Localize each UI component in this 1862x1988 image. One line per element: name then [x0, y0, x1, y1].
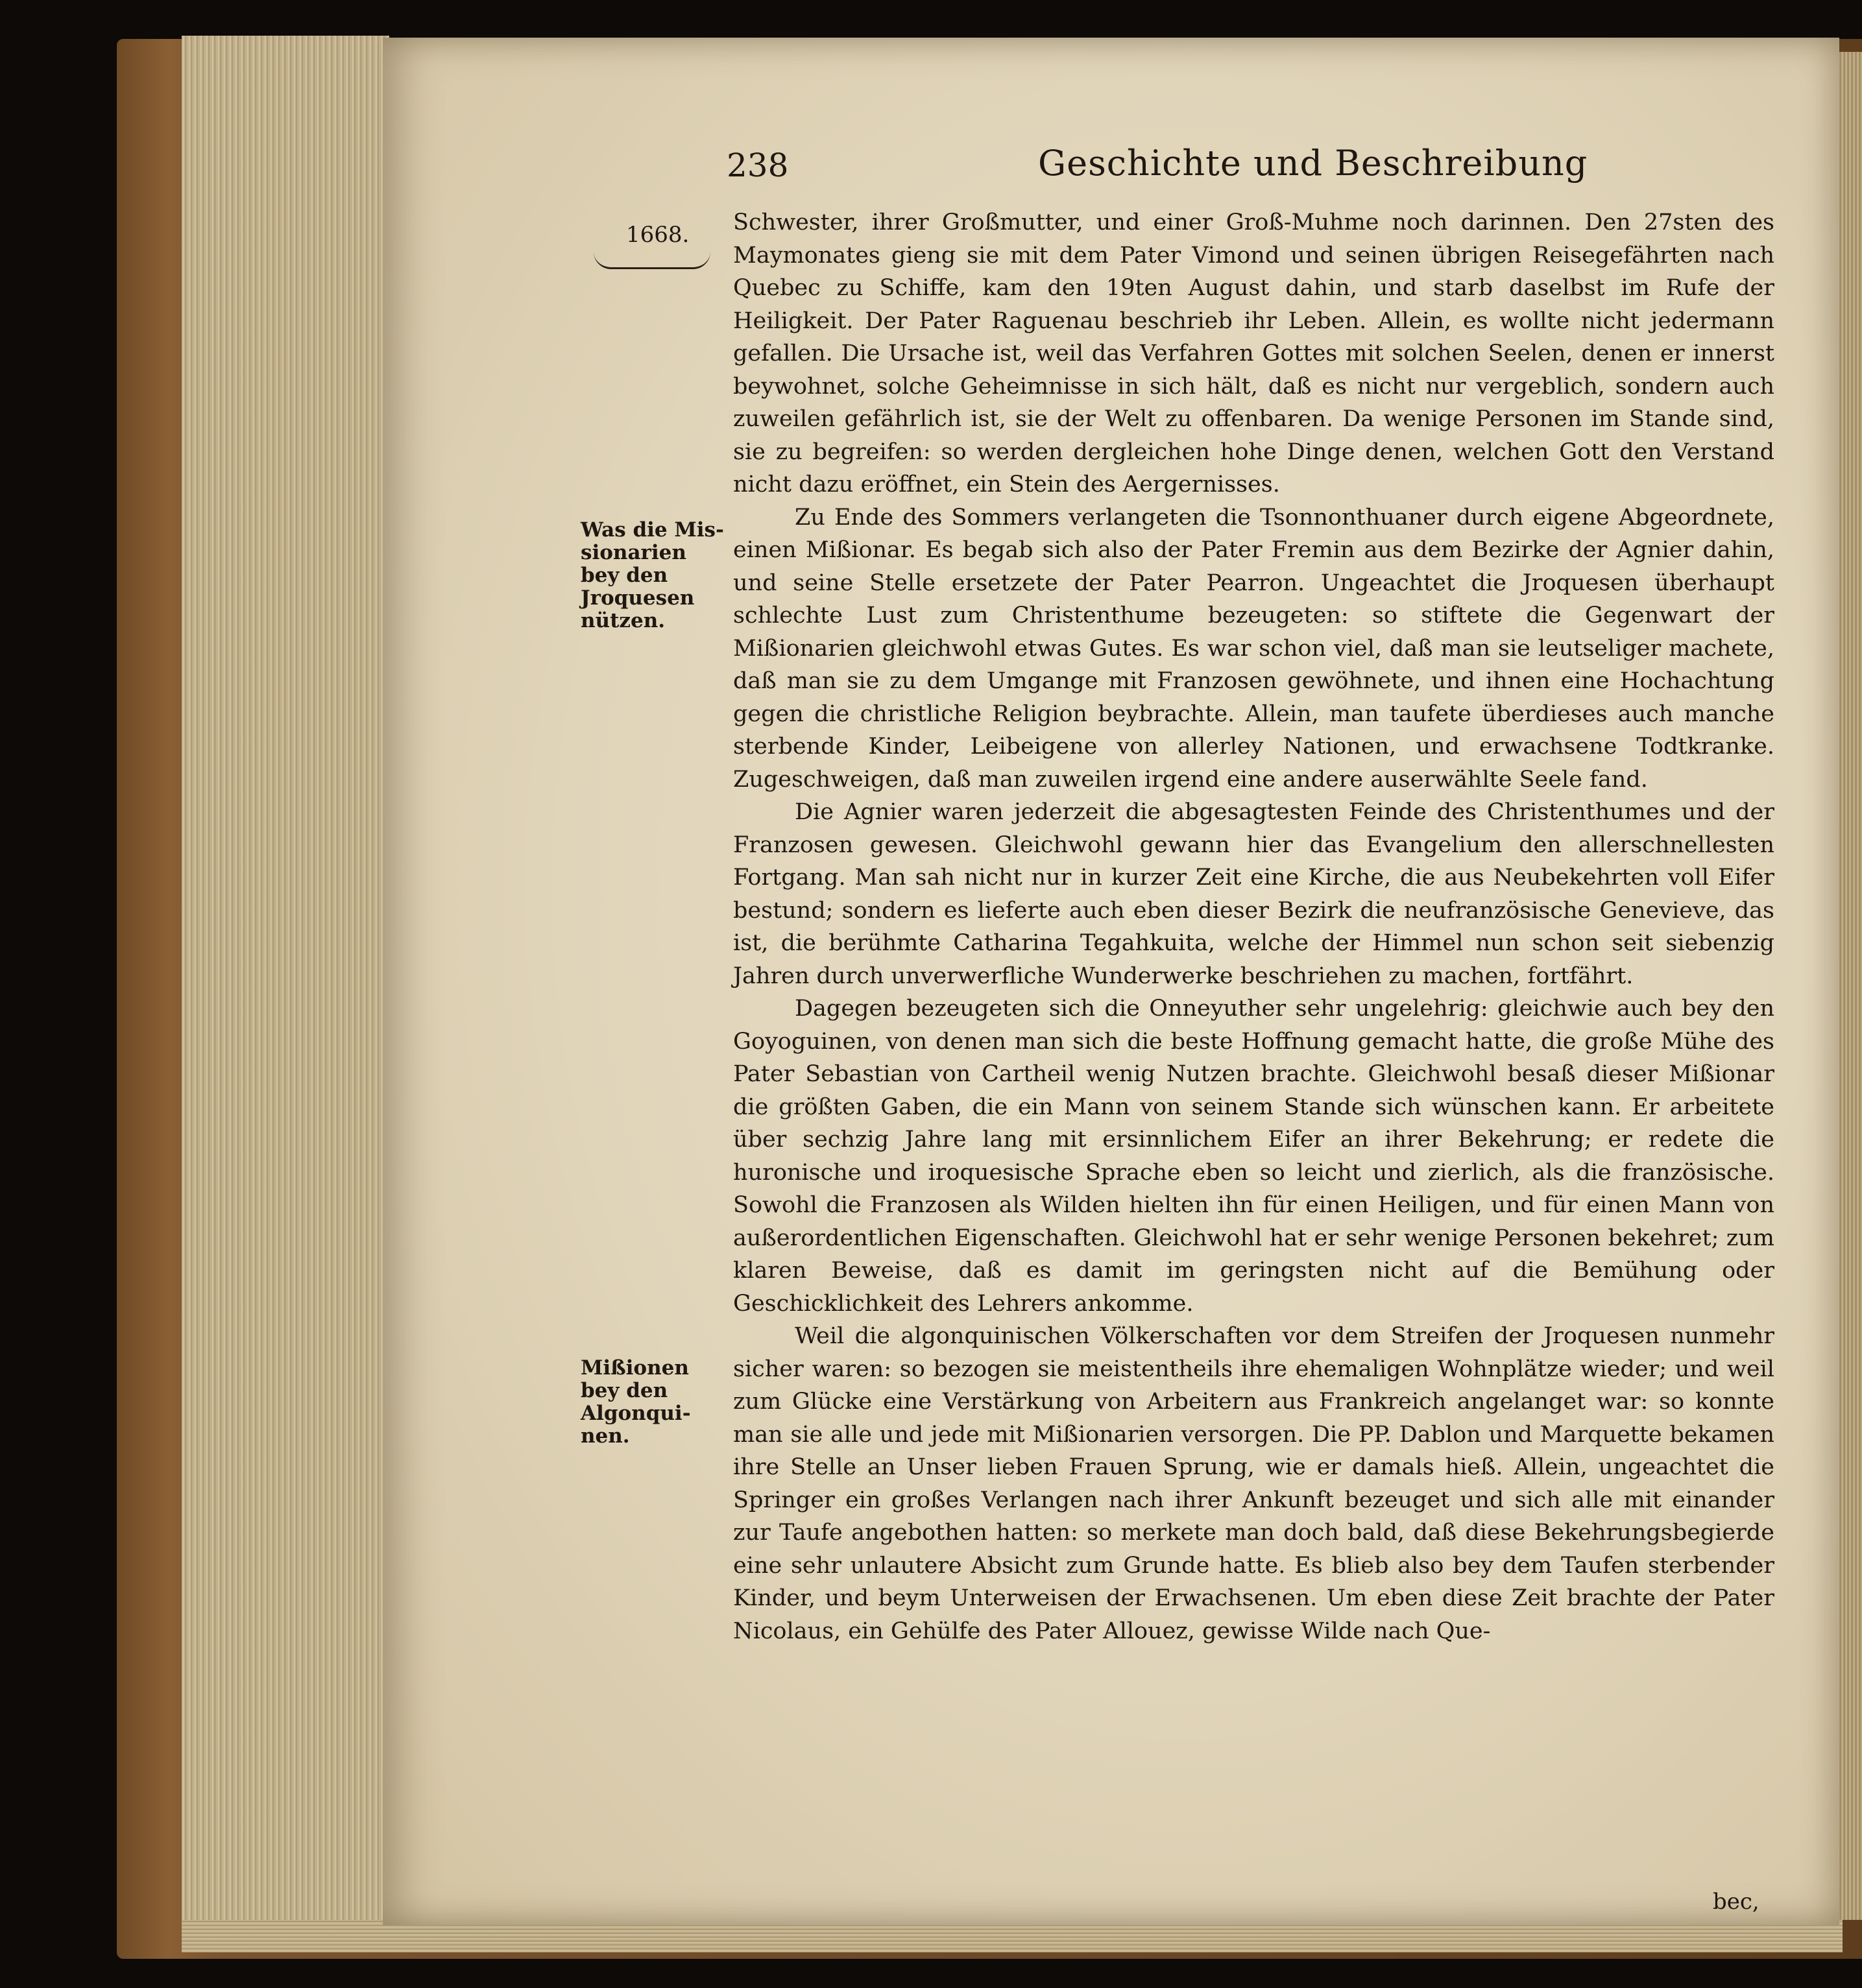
page-number: 238 — [727, 147, 789, 184]
paragraph-4: Dagegen bezeugeten sich die Onneyuther sehr ungelehrig: gleichwie auch bey den Goyoguinen, von denen man sich die beste Hoffnung gemacht hatte, die große Mühe des Pater Sebastian von Cartheil wenig Nutzen brachte. Gleichwohl besaß dieser Mißionar die größten Gaben, die ein Mann von seinem Stande sich wünschen kann. Er arbeitete über sechzig Jahre lang mit ersinnlichem Eifer an ihrer Bekehrung; er redete die huronische und iroquesische Sprache eben so leicht und zierlich, als die französische. Sowohl die Franzosen als Wilden hielten ihn für einen Heiligen, und für einen Mann von außerordentlichen Eigenschaften. Gleichwohl hat er sehr wenige Personen bekehret; zum klaren Beweise, daß es damit im geringsten nicht auf die Bemühung oder Geschicklichkeit des Lehrers ankomme. — [733, 996, 1774, 1317]
margin-note-missionaries: Was die Mis-sionarien bey den Jroquesen nützen. — [581, 518, 724, 632]
paragraph-5: Weil die algonquinischen Völkerschaften vor dem Streifen der Jroquesen nunmehr sicher waren: so bezogen sie meistentheils ihre ehemaligen Wohnplätze wieder; und weil zum Glücke eine Verstärkung von Arbeitern aus Frankreich angelanget war: so konnte man sie alle und jede mit Mißionarien versorgen. Die PP. Dablon und Marquette bekamen ihre Stelle an Unser lieben Frauen Sprung, wie er damals hieß. Allein, ungeachtet die Springer ein großes Verlangen nach ihrer Ankunft bezeuget und sich alle mit einander zur Taufe angebothen hatten: so merkete man doch bald, daß diese Bekehrungsbegierde eine sehr unlautere Absicht zum Grunde hatte. Es blieb also bey dem Taufen sterbender Kinder, und beym Unterweisen der Erwachsenen. Um eben diese Zeit brachte der Pater Nicolaus, ein Gehülfe des Pater Allouez, gewisse Wilde nach Que- — [733, 1323, 1774, 1644]
margin-note-algonquin: Mißionen bey den Algonqui-nen. — [581, 1356, 691, 1448]
running-title: Geschichte und Beschreibung — [1038, 143, 1588, 184]
body-text — [733, 206, 1774, 1647]
catchword: bec, — [1713, 1889, 1759, 1915]
margin-brace-ornament — [594, 252, 710, 269]
paragraph-1: Schwester, ihrer Großmutter, und einer Groß-Muhme noch darinnen. Den 27sten des Maymonates gieng sie mit dem Pater Vimond und seinen übrigen Reisegefährten nach Quebec zu Schiffe, kam den 19ten August dahin, und starb daselbst im Rufe der Heiligkeit. Der Pater Raguenau beschrieb ihr Leben. Allein, es wollte nicht jedermann gefallen. Die Ursache ist, weil das Verfahren Gottes mit solchen Seelen, denen er innerst beywohnet, solche Geheimnisse in sich hält, daß es nicht nur vergeblich, sondern auch zuweilen gefährlich ist, sie der Welt zu offenbaren. Da wenige Personen im Stande sind, sie zu begreifen: so werden dergleichen hohe Dinge denen, welchen Gott den Verstand nicht dazu eröffnet, ein Stein des Aergernisses. — [733, 210, 1774, 497]
paragraph-3: Die Agnier waren jederzeit die abgesagtesten Feinde des Christenthumes und der Franzosen gewesen. Gleichwohl gewann hier das Evangelium den allerschnellesten Fortgang. Man sah nicht nur in kurzer Zeit eine Kirche, die aus Neubekehrten voll Eifer bestund; sondern es lieferte auch eben dieser Bezirk die neufranzösische Genevieve, das ist, die berühmte Catharina Tegahkuita, welche der Himmel nun schon seit siebenzig Jahren durch unverwerfliche Wunderwerke beschriehen zu machen, fortfährt. — [733, 799, 1774, 989]
page-header — [727, 143, 1830, 195]
paragraph-2: Zu Ende des Sommers verlangeten die Tsonnonthuaner durch eigene Abgeordnete, einen Mißionar. Es begab sich also der Pater Fremin aus dem Bezirke der Agnier dahin, und seine Stelle ersetzete der Pater Pearron. Ungeachtet die Jroquesen überhaupt schlechte Lust zum Christenthume bezeugeten: so stiftete die Gegenwart der Mißionarien gleichwohl etwas Gutes. Es war schon viel, daß man sie leutseliger machete, daß man sie zu dem Umgange mit Franzosen gewöhnete, und ihnen eine Hochachtung gegen die christliche Religion beybrachte. Allein, man taufete überdieses auch manche sterbende Kinder, Leibeigene von allerley Nationen, und erwachsene Todtkranke. Zugeschweigen, daß man zuweilen irgend eine andere auserwählte Seele fand. — [733, 504, 1774, 793]
page-edges-left — [182, 36, 389, 1943]
margin-year: 1668. — [626, 222, 690, 248]
